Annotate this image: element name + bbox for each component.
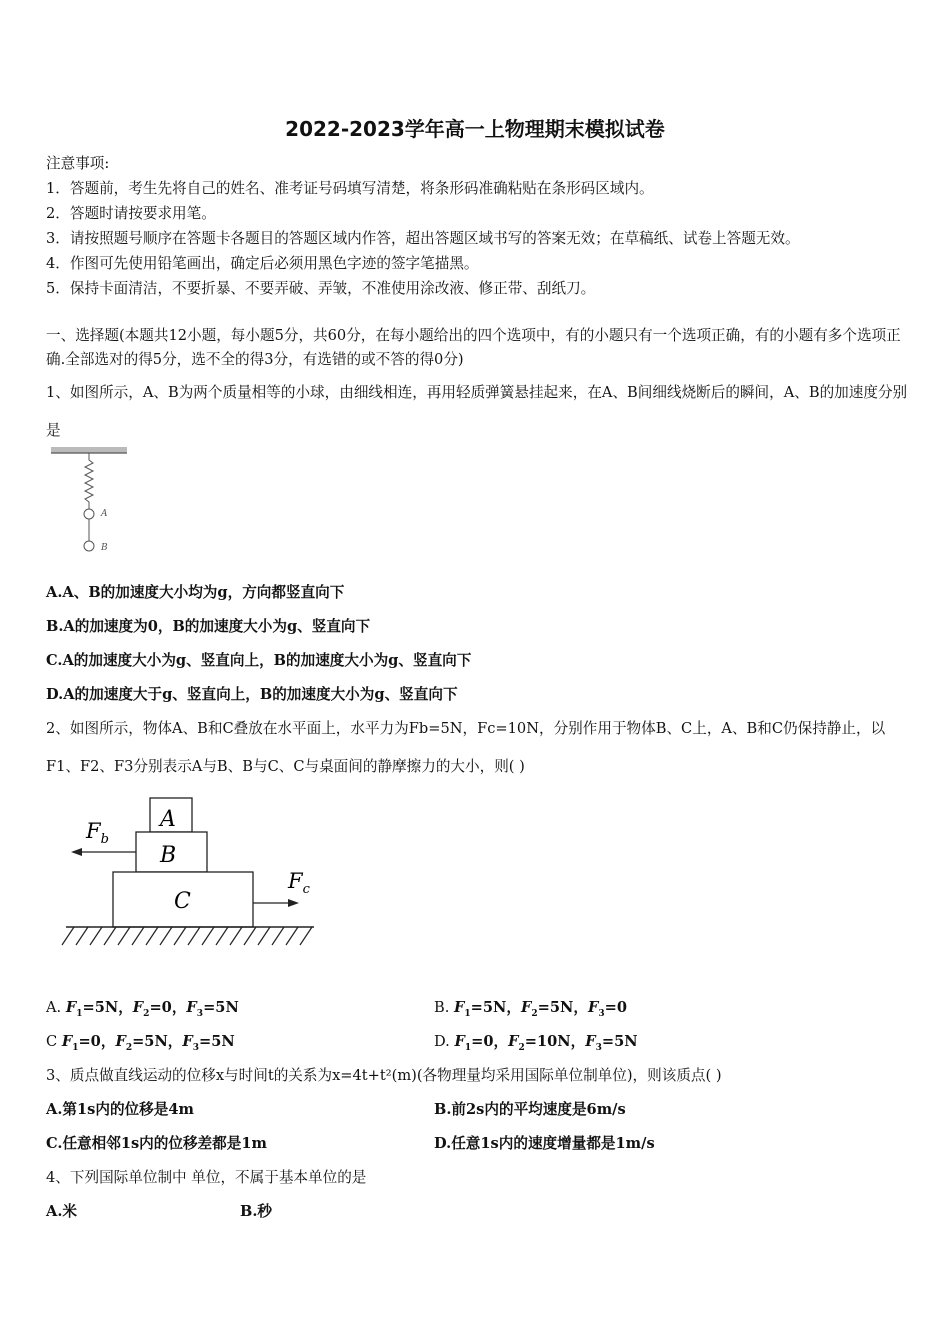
notice-item: 4．作图可先使用铅笔画出，确定后必须用黑色字迹的签字笔描黑。 — [46, 255, 479, 272]
notice-item: 3．请按照题号顺序在答题卡各题目的答题区域内作答，超出答题区域书写的答案无效；在草稿纸、试卷上答题无效。 — [46, 230, 800, 247]
q4-option-a[interactable]: A.米 — [46, 1203, 77, 1220]
q3-option-c[interactable]: C.任意相邻1s内的位移差都是1m — [46, 1135, 267, 1152]
question-2-stem: 2、如图所示，物体A、B和C叠放在水平面上，水平力为Fb=5N，Fc=10N，分别作用于物体B、C上，A、B和C仍保持静止，以F1、F2、F3分别表示A与B、B与C、C与桌面间的静摩擦力的大小，则( ) — [46, 720, 886, 775]
notice-item: 5．保持卡面清洁，不要折暴、不要弄破、弄皱，不准使用涂改液、修正带、刮纸刀。 — [46, 280, 596, 297]
label-a: A — [101, 509, 108, 519]
spring-balls-figure — [46, 444, 136, 560]
page-title: 2022-2023学年高一上物理期末模拟试卷 — [285, 117, 665, 141]
q2-option-b[interactable]: B. $F_1=5N$，$F_2=5N$，$F_3=0$ — [434, 999, 627, 1019]
label-block-b: B — [160, 843, 177, 868]
question-1-stem: 1、如图所示，A、B为两个质量相等的小球，由细线相连，再用轻质弹簧悬挂起来，在A、B间细线烧断后的瞬间，A、B的加速度分别是 — [46, 384, 908, 439]
q3-option-d[interactable]: D.任意1s内的速度增量都是1m/s — [434, 1135, 655, 1152]
ball-a — [84, 509, 94, 519]
question-4-stem: 4、下列国际单位制中 单位，不属于基本单位的是 — [46, 1169, 367, 1186]
ground-hatch — [62, 927, 312, 945]
q4-option-b[interactable]: B.秒 — [240, 1203, 273, 1220]
q1-option-a[interactable]: A.A、B的加速度大小均为g，方向都竖直向下 — [46, 584, 345, 601]
notice-heading: 注意事项: — [46, 155, 110, 172]
force-fc-label: $F_c$ — [288, 869, 310, 897]
label-block-a: A — [160, 807, 176, 832]
notice-item: 2．答题时请按要求用笔。 — [46, 205, 216, 222]
q2-option-d[interactable]: D. $F_1=0$，$F_2=10N$，$F_3=5N$ — [434, 1033, 638, 1053]
section-heading: 一、选择题(本题共12小题，每小题5分，共60分，在每小题给出的四个选项中，有的小题只有一个选项正确，有的小题有多个选项正确.全部选对的得5分，选不全的得3分，有选错的或不答的得0分) — [46, 327, 901, 368]
label-b: B — [101, 543, 108, 553]
q1-option-b[interactable]: B.A的加速度为0，B的加速度大小为g、竖直向下 — [46, 618, 371, 635]
force-fb-label: $F_b$ — [86, 819, 109, 847]
spring — [85, 453, 93, 510]
blocks-figure — [46, 790, 326, 955]
ball-b — [84, 541, 94, 551]
notice-item: 1．答题前，考生先将自己的姓名、准考证号码填写清楚，将条形码准确粘贴在条形码区域内。 — [46, 180, 654, 197]
q3-option-b[interactable]: B.前2s内的平均速度是6m/s — [434, 1101, 626, 1118]
q2-option-a[interactable]: A. $F_1=5N$，$F_2=0$，$F_3=5N$ — [46, 999, 239, 1019]
q1-option-d[interactable]: D.A的加速度大于g、竖直向上，B的加速度大小为g、竖直向下 — [46, 686, 458, 703]
q1-option-c[interactable]: C.A的加速度大小为g、竖直向上，B的加速度大小为g、竖直向下 — [46, 652, 472, 669]
q2-option-c[interactable]: C $F_1=0$，$F_2=5N$，$F_3=5N$ — [46, 1033, 235, 1053]
question-3-stem: 3、质点做直线运动的位移x与时间t的关系为x=4t+t²(m)(各物理量均采用国际单位制单位)，则该质点( ) — [46, 1067, 722, 1084]
q3-option-a[interactable]: A.第1s内的位移是4m — [46, 1101, 194, 1118]
label-block-c: C — [174, 889, 191, 914]
ceiling — [51, 447, 127, 453]
